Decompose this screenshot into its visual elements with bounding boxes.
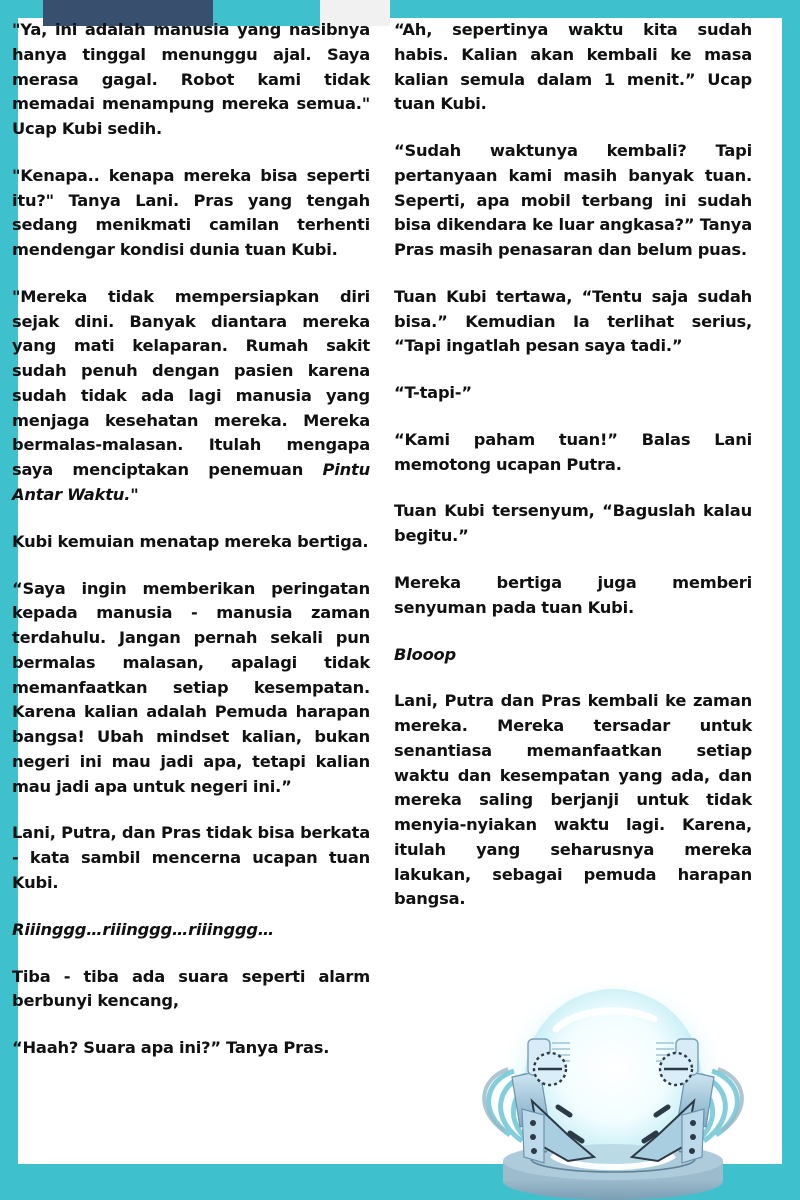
paragraph: “Ah, sepertinya waktu kita sudah habis. Kalian akan kembali ke masa kalian semula dalam 1 menit.” Ucap tuan Kubi. (394, 20, 752, 114)
paragraph: “Sudah waktunya kembali? Tapi pertanyaan kami masih banyak tuan. Seperti, apa mobil terbang ini sudah bisa dikendara ke luar angkasa?” Tanya Pras masih penasaran dan belum puas. (394, 141, 752, 260)
paragraph: “Kami paham tuan!” Balas Lani memotong ucapan Putra. (394, 429, 752, 474)
paragraph: Tuan Kubi tersenyum, “Baguslah kalau begitu.” (394, 501, 752, 546)
paragraph: “T-tapi-” (394, 383, 472, 403)
paragraph: "Ya, ini adalah manusia yang nasibnya hanya tinggal menunggu ajal. Saya merasa gagal. Robot kami tidak memadai menampung mereka semua." Ucap Kubi sedih. (12, 20, 370, 139)
paragraph: Mereka bertiga juga memberi senyuman pada tuan Kubi. (394, 573, 752, 617)
sound-effect-blooop: Blooop (394, 644, 457, 664)
right-column (382, 0, 764, 1146)
left-column (0, 0, 382, 1146)
paragraph-tail: " (130, 485, 139, 505)
paragraph-with-italic-title (12, 285, 370, 508)
paragraph: Tuan Kubi tertawa, “Tentu saja sudah bisa.” Kemudian Ia terlihat serius, “Tapi ingatlah pesan saya tadi.” (394, 286, 752, 356)
sound-effect-alarm: Riiinggg…riiinggg…riiinggg… (12, 919, 274, 939)
paragraph: Kubi kemuian menatap mereka bertiga. (12, 531, 369, 551)
paragraph: Tiba - tiba ada suara seperti alarm berbunyi kencang, (12, 966, 370, 1011)
paragraph: “Saya ingin memberikan peringatan kepada manusia - manusia zaman terdahulu. Jangan pernah sekali pun bermalas malasan, apalagi tidak memanfaatkan setiap kesempatan. Karena kalian adalah Pemuda harapan bangsa! Ubah mindset kalian, bukan negeri ini mau jadi apa, tetapi kalian mau jadi apa untuk negeri ini.” (12, 578, 370, 796)
paragraph: “Haah? Suara apa ini?” Tanya Pras. (12, 1038, 330, 1058)
book-title-italic: Pintu Antar Waktu. (12, 460, 370, 505)
paragraph: Lani, Putra dan Pras kembali ke zaman mereka. Mereka tersadar untuk senantiasa memanfaatkan setiap waktu dan kesempatan yang ada, dan mereka saling berjanji untuk tidak menyia-nyiakan waktu lagi. Karena, itulah yang seharusnya mereka lakukan, sebagai pemuda harapan bangsa. (394, 691, 752, 909)
paragraph: "Kenapa.. kenapa mereka bisa seperti itu?" Tanya Lani. Pras yang tengah sedang menikmati camilan terhenti mendengar kondisi dunia tuan Kubi. (12, 165, 370, 260)
paragraph: Lani, Putra, dan Pras tidak bisa berkata - kata sambil mencerna ucapan tuan Kubi. (12, 823, 370, 892)
paragraph-text: "Mereka tidak mempersiapkan diri sejak dini. Banyak diantara mereka yang mati kelaparan. Rumah sakit sudah penuh dengan pasien karena sudah tidak ada lagi manusia yang menjaga kesehatan mereka. Mereka bermalas-malasan. Itulah mengapa saya menciptakan penemuan (12, 286, 370, 480)
